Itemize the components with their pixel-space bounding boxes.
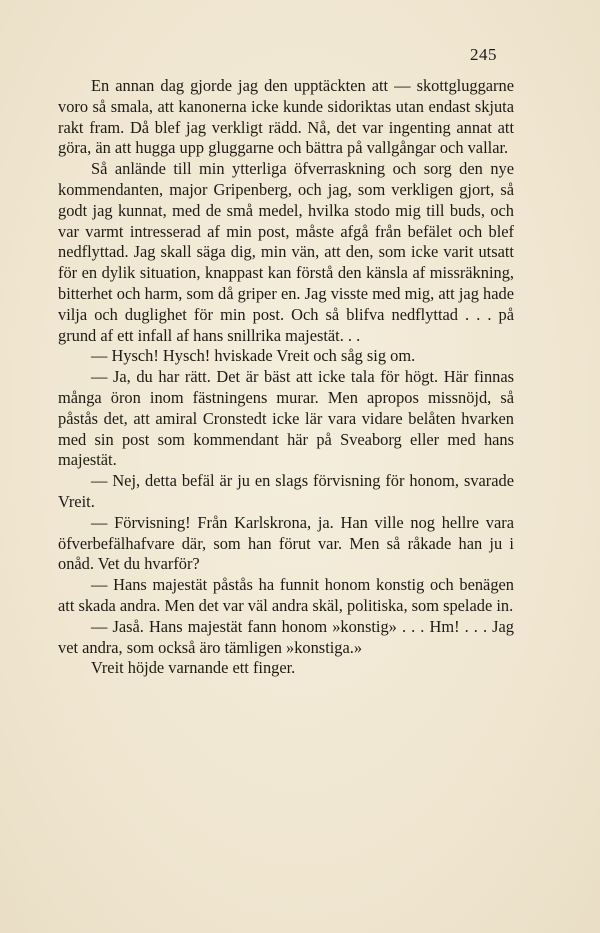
body-text (58, 76, 514, 679)
paragraph: Så anlände till min ytterliga öfverraskning och sorg den nye kommendanten, major Gripenberg, och jag, som verkligen gjort, så godt jag kunnat, med de små medel, hvilka stodo mig till buds, och var varmt intresserad af min post, måste afgå från befälet och blef nedflyttad. Jag skall säga dig, min vän, att den, som icke varit utsatt för en dylik situation, knappast kan förstå den känsla af missräkning, bitterhet och harm, som då griper en. Jag visste med mig, att jag hade vilja och duglighet för min post. Och så blifva nedflyttad . . . på grund af ett infall af hans snillrika majestät. . . (58, 159, 514, 345)
paragraph: — Hysch! Hysch! hviskade Vreit och såg sig om. (91, 346, 416, 366)
paragraph: — Förvisning! Från Karlskrona, ja. Han ville nog hellre vara öfverbefälhafvare där, som han förut var. Men så råkade han ju i onåd. Vet du hvarför? (58, 512, 514, 574)
paragraph: En annan dag gjorde jag den upptäckten att — skottgluggarne voro så smala, att kanonerna icke kunde sidoriktas utan endast skjuta rakt fram. Då blef jag verkligt rädd. Nå, det var ingenting annat att göra, än att hugga upp gluggarne och bättra på vallgångar och vallar. (58, 76, 514, 158)
paragraph: — Ja, du har rätt. Det är bäst att icke tala för högt. Här finnas många öron inom fästningens murar. Men apropos missnöjd, så påstås det, att amiral Cronstedt icke lär vara vidare belåten hvarken med sin post som kommendant här på Sveaborg eller med hans majestät. (58, 367, 514, 470)
page-number: 245 (470, 45, 497, 64)
paragraph: Vreit höjde varnande ett finger. (91, 658, 296, 678)
paragraph: — Nej, detta befäl är ju en slags förvisning för honom, svarade Vreit. (58, 471, 514, 511)
paragraph: — Jaså. Hans majestät fann honom »konstig» . . . Hm! . . . Jag vet andra, som också äro tämligen »konstiga.» (58, 616, 514, 657)
paragraph: — Hans majestät påstås ha funnit honom konstig och benägen att skada andra. Men det var väl andra skäl, politiska, som spelade in. (58, 575, 514, 615)
